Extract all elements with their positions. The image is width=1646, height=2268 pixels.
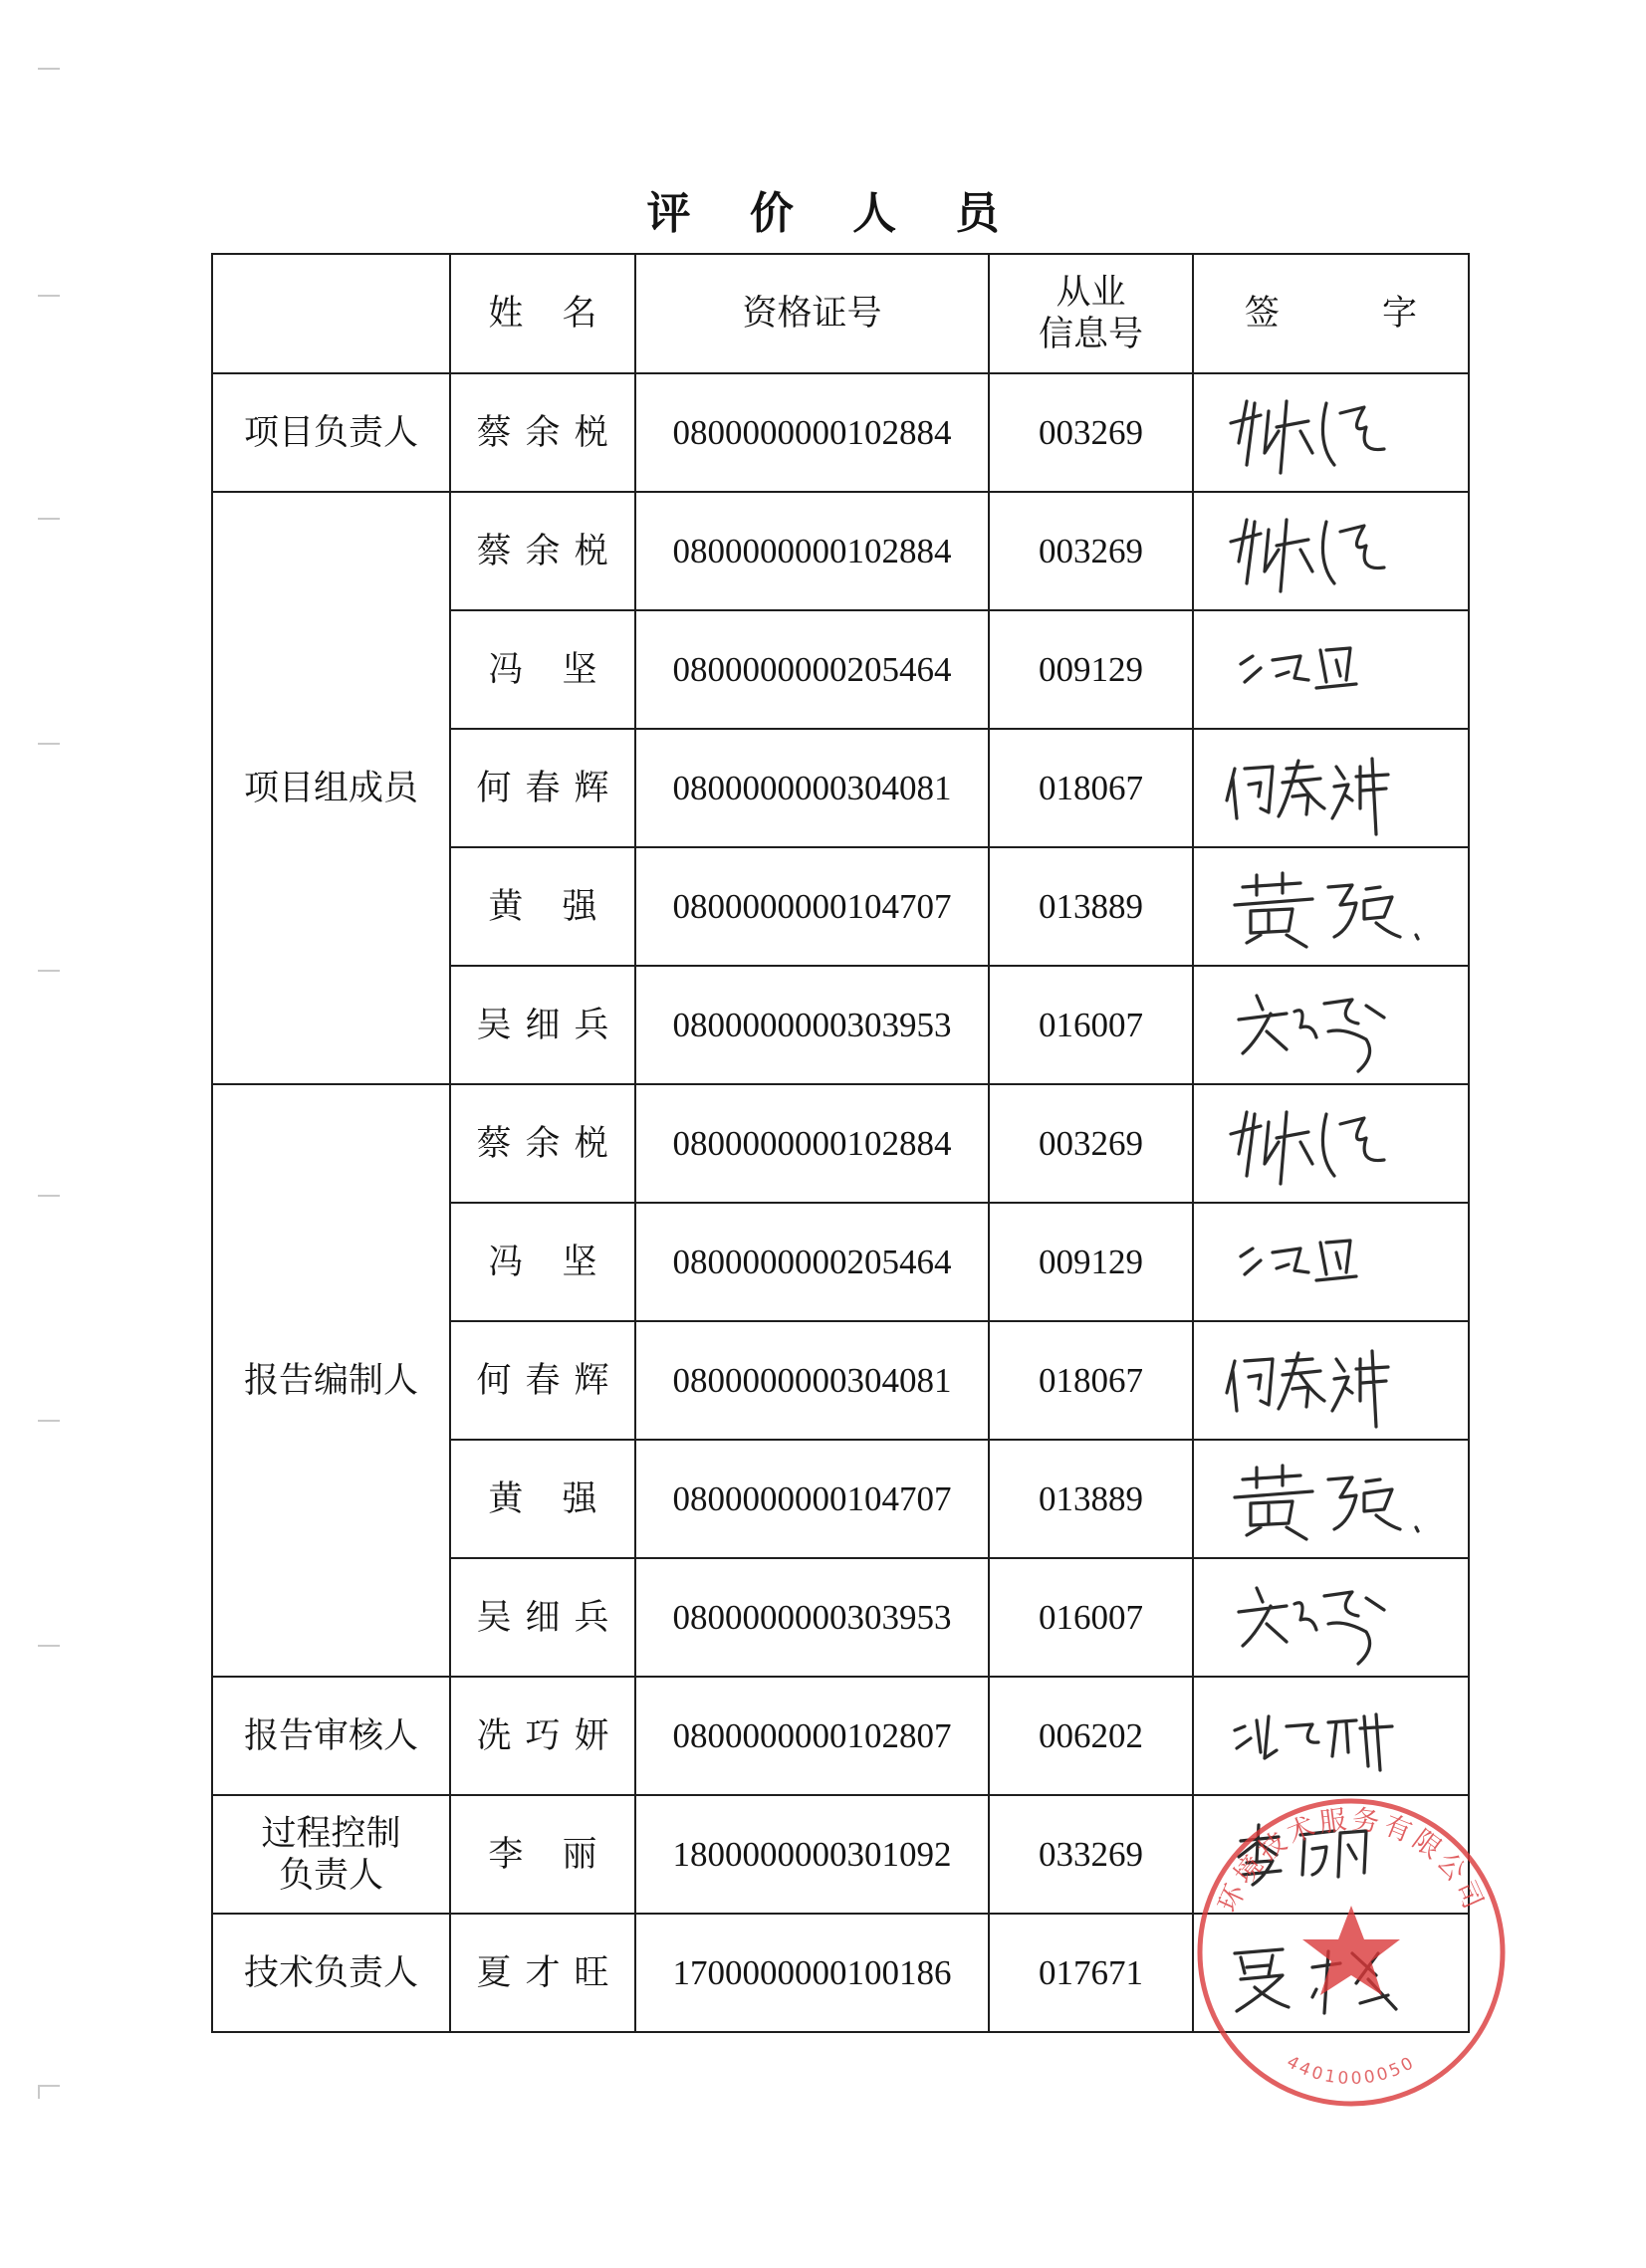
header-sign: 签 字 (1193, 254, 1469, 373)
role-project-members: 项目组成员 (212, 492, 450, 1084)
info-number: 013889 (989, 1440, 1193, 1558)
role-project-lead: 项目负责人 (212, 373, 450, 492)
person-name: 夏才旺 (450, 1914, 635, 2032)
table-row (212, 1677, 1469, 1795)
signature-cell (1193, 492, 1469, 610)
header-info-line1: 从业 (1056, 273, 1126, 313)
signature-cell (1193, 847, 1469, 966)
person-name: 冯 坚 (450, 610, 635, 729)
cert-number: 0800000000304081 (635, 1321, 989, 1440)
person-name: 吴细兵 (450, 966, 635, 1084)
info-number: 009129 (989, 1203, 1193, 1321)
info-number: 003269 (989, 373, 1193, 492)
header-info (989, 254, 1193, 373)
info-number: 018067 (989, 1321, 1193, 1440)
signature-he (1217, 739, 1446, 838)
signature-feng (1217, 1213, 1446, 1312)
signature-huang (1217, 857, 1446, 957)
person-name: 黄 强 (450, 847, 635, 966)
cert-number: 1800000000301092 (635, 1795, 989, 1914)
seal-number: 4401000050 (1283, 2052, 1420, 2090)
signature-wu (1217, 976, 1446, 1075)
signature-cell (1193, 1795, 1469, 1914)
cert-number: 1700000000100186 (635, 1914, 989, 2032)
margin-mark (38, 970, 60, 972)
info-number: 018067 (989, 729, 1193, 847)
info-number: 009129 (989, 610, 1193, 729)
info-number: 013889 (989, 847, 1193, 966)
cert-number: 0800000000205464 (635, 610, 989, 729)
margin-mark (38, 68, 60, 70)
header-info-line2: 信息号 (1038, 315, 1143, 354)
table-row (212, 1795, 1469, 1914)
header-role (212, 254, 450, 373)
signature-xia (1217, 1924, 1446, 2023)
staff-table (211, 253, 1470, 2033)
cert-number: 0800000000104707 (635, 847, 989, 966)
signature-cell (1193, 1558, 1469, 1677)
table-row (212, 1914, 1469, 2032)
info-number: 003269 (989, 1084, 1193, 1203)
signature-cell (1193, 966, 1469, 1084)
signature-cell (1193, 729, 1469, 847)
person-name: 何春辉 (450, 1321, 635, 1440)
person-name: 吴细兵 (450, 1558, 635, 1677)
role-report-authors: 报告编制人 (212, 1084, 450, 1677)
cert-number: 0800000000102884 (635, 492, 989, 610)
signature-cell (1193, 1084, 1469, 1203)
cert-number: 0800000000205464 (635, 1203, 989, 1321)
info-number: 033269 (989, 1795, 1193, 1914)
role-report-reviewer: 报告审核人 (212, 1677, 450, 1795)
person-name: 蔡余棁 (450, 373, 635, 492)
signature-wu (1217, 1568, 1446, 1668)
cert-number: 0800000000303953 (635, 966, 989, 1084)
person-name: 何春辉 (450, 729, 635, 847)
margin-mark (38, 1420, 60, 1422)
seal-text: 环境技术服务有限公司 (1212, 1804, 1491, 1918)
signature-cai (1217, 1094, 1446, 1194)
role-process-control (212, 1795, 450, 1914)
cert-number: 0800000000102807 (635, 1677, 989, 1795)
table-header-row (212, 254, 1469, 373)
signature-cell (1193, 1321, 1469, 1440)
table-row (212, 1084, 1469, 1203)
role-process-control-line1: 过程控制 (261, 1813, 401, 1854)
margin-mark (38, 1195, 60, 1197)
person-name: 李 丽 (450, 1795, 635, 1914)
role-process-control-line2: 负责人 (278, 1855, 383, 1896)
cert-number: 0800000000102884 (635, 1084, 989, 1203)
signature-cell (1193, 1440, 1469, 1558)
signature-xian (1217, 1687, 1446, 1786)
info-number: 003269 (989, 492, 1193, 610)
margin-mark (38, 295, 60, 297)
info-number: 016007 (989, 966, 1193, 1084)
svg-text:4401000050 (1284, 2052, 1420, 2089)
signature-he (1217, 1331, 1446, 1431)
cert-number: 0800000000102884 (635, 373, 989, 492)
signature-cell (1193, 1677, 1469, 1795)
signature-huang (1217, 1450, 1446, 1549)
margin-mark (38, 2085, 60, 2087)
margin-mark (38, 518, 60, 520)
signature-cell (1193, 1914, 1469, 2032)
cert-number: 0800000000104707 (635, 1440, 989, 1558)
signature-li (1217, 1805, 1446, 1905)
margin-mark (38, 1645, 60, 1647)
signature-cell (1193, 1203, 1469, 1321)
signature-feng (1217, 620, 1446, 720)
margin-mark (38, 743, 60, 745)
table-row (212, 373, 1469, 492)
signature-cai (1217, 502, 1446, 601)
person-name: 冯 坚 (450, 1203, 635, 1321)
header-name: 姓 名 (450, 254, 635, 373)
signature-cai (1217, 383, 1446, 483)
info-number: 016007 (989, 1558, 1193, 1677)
page-title: 评 价 人 员 (646, 188, 1022, 239)
person-name: 蔡余棁 (450, 492, 635, 610)
person-name: 蔡余棁 (450, 1084, 635, 1203)
role-technical-lead: 技术负责人 (212, 1914, 450, 2032)
person-name: 黄 强 (450, 1440, 635, 1558)
signature-cell (1193, 373, 1469, 492)
header-cert: 资格证号 (635, 254, 989, 373)
info-number: 017671 (989, 1914, 1193, 2032)
person-name: 冼巧妍 (450, 1677, 635, 1795)
signature-cell (1193, 610, 1469, 729)
info-number: 006202 (989, 1677, 1193, 1795)
table-row (212, 492, 1469, 610)
cert-number: 0800000000303953 (635, 1558, 989, 1677)
cert-number: 0800000000304081 (635, 729, 989, 847)
